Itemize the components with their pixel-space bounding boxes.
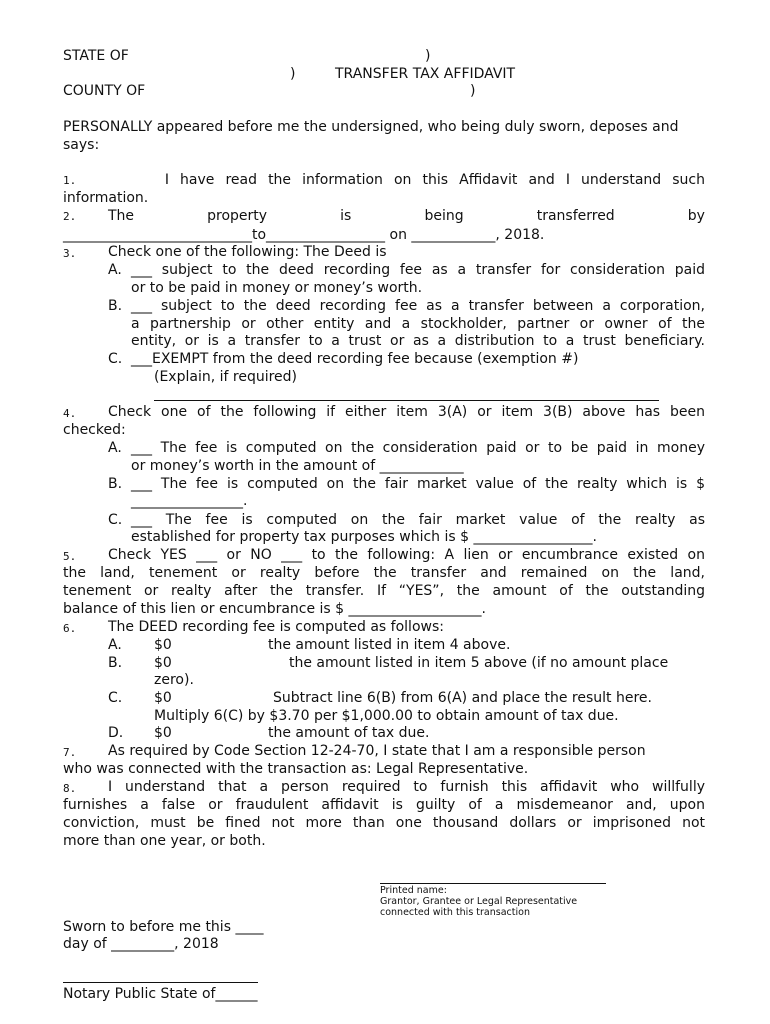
item-6b-desc: the amount listed in item 5 above (if no amount place bbox=[289, 655, 669, 671]
item-4a-line1: ___ The fee is computed on the consideration paid or to be paid in money bbox=[131, 440, 705, 456]
item-2-line: The property is being transferred by bbox=[108, 208, 705, 224]
header-paren: ) bbox=[290, 66, 296, 82]
item-5-number: 5. bbox=[63, 550, 77, 563]
item-3a-line2: or to be paid in money or money’s worth. bbox=[131, 280, 423, 296]
item-6c-amount: $0 bbox=[154, 690, 172, 706]
item-6d-amount: $0 bbox=[154, 725, 172, 741]
item-6b-amount: $0 bbox=[154, 655, 172, 671]
item-3b-line3: entity, or is a transfer to a trust or as a distribution to a trust beneficiary. bbox=[131, 333, 705, 349]
item-4b-label: B. bbox=[108, 476, 123, 492]
item-4-number: 4. bbox=[63, 407, 77, 420]
item-6b-label: B. bbox=[108, 655, 123, 671]
item-7-line1: As required by Code Section 12-24-70, I state that I am a responsible person bbox=[108, 743, 646, 759]
item-4-line2: checked: bbox=[63, 422, 126, 438]
item-1-cont: information. bbox=[63, 190, 149, 206]
item-6d-label: D. bbox=[108, 725, 124, 741]
item-3-text: Check one of the following: The Deed is bbox=[108, 244, 387, 260]
item-2-blanks: ___________________________to_________________ on ____________, 2018. bbox=[63, 227, 545, 243]
item-3b-line1: ___ subject to the deed recording fee as a transfer between a corporation, bbox=[131, 298, 705, 314]
notary-label: Notary Public State of______ bbox=[63, 986, 258, 1002]
item-6c-label: C. bbox=[108, 690, 123, 706]
item-4c-line1: ___ The fee is computed on the fair market value of the realty as bbox=[131, 512, 705, 528]
item-3-number: 3. bbox=[63, 247, 77, 260]
item-5-line3: tenement or realty after the transfer. If “YES”, the amount of the outstanding bbox=[63, 583, 705, 599]
item-6c-desc2: Multiply 6(C) by $3.70 per $1,000.00 to obtain amount of tax due. bbox=[154, 708, 619, 724]
item-6a-amount: $0 bbox=[154, 637, 172, 653]
item-4c-line2: established for property tax purposes which is $ _________________. bbox=[131, 529, 597, 545]
item-8-line2: furnishes a false or fraudulent affidavit is guilty of a misdemeanor and, upon bbox=[63, 797, 705, 813]
item-4c-label: C. bbox=[108, 512, 123, 528]
item-3b-label: B. bbox=[108, 298, 123, 314]
signature-line bbox=[380, 883, 606, 884]
item-8-line4: more than one year, or both. bbox=[63, 833, 266, 849]
item-5-line2: the land, tenement or realty before the transfer and remained on the land, bbox=[63, 565, 705, 581]
item-3c-line2: (Explain, if required) bbox=[154, 369, 298, 385]
item-4-line1: Check one of the following if either item 3(A) or item 3(B) above has been bbox=[108, 404, 705, 420]
item-2-number: 2. bbox=[63, 210, 77, 223]
item-7-line2: who was connected with the transaction as: Legal Representative. bbox=[63, 761, 529, 777]
item-1: 1. I have read the information on this Affidavit and I understand such bbox=[63, 172, 705, 188]
notary-signature-line bbox=[63, 982, 258, 983]
item-8-line1: I understand that a person required to furnish this affidavit who willfully bbox=[108, 779, 705, 795]
item-6-text: The DEED recording fee is computed as follows: bbox=[108, 619, 444, 635]
item-6b-desc2: zero). bbox=[154, 672, 194, 688]
header-paren: ) bbox=[425, 48, 431, 64]
item-6a-desc: the amount listed in item 4 above. bbox=[268, 637, 511, 653]
signer-role-label: Grantor, Grantee or Legal Representative bbox=[380, 896, 578, 907]
item-3c-line1: ___EXEMPT from the deed recording fee because (exemption #) bbox=[131, 351, 579, 367]
item-6-number: 6. bbox=[63, 622, 77, 635]
item-3b-line2: a partnership or other entity and a stockholder, partner or owner of the bbox=[131, 316, 705, 332]
item-5-line1: Check YES ___ or NO ___ to the following: A lien or encumbrance existed on bbox=[108, 547, 705, 563]
sworn-line-2: day of _________, 2018 bbox=[63, 936, 219, 952]
sworn-line-1: Sworn to before me this ____ bbox=[63, 919, 264, 935]
intro-paragraph: PERSONALLY appeared before me the undersigned, who being duly sworn, deposes and says: bbox=[63, 119, 679, 153]
explanation-line bbox=[154, 400, 659, 401]
item-3a-line1: ___ subject to the deed recording fee as a transfer for consideration paid bbox=[131, 262, 705, 278]
item-4b-line1: ___ The fee is computed on the fair market value of the realty which is $ bbox=[131, 476, 705, 492]
county-of-label: COUNTY OF bbox=[63, 83, 146, 99]
item-8-line3: conviction, must be fined not more than one thousand dollars or imprisoned not bbox=[63, 815, 705, 831]
printed-name-label: Printed name: bbox=[380, 885, 447, 896]
header-paren: ) bbox=[470, 83, 476, 99]
item-5-line4: balance of this lien or encumbrance is $ ___________________. bbox=[63, 601, 486, 617]
item-3a-label: A. bbox=[108, 262, 122, 278]
item-4a-line2: or money’s worth in the amount of ____________ bbox=[131, 458, 464, 474]
item-7-number: 7. bbox=[63, 746, 77, 759]
document-title: TRANSFER TAX AFFIDAVIT bbox=[335, 66, 516, 82]
item-3c-label: C. bbox=[108, 351, 123, 367]
item-4b-line2: ________________. bbox=[131, 493, 248, 509]
item-8-number: 8. bbox=[63, 782, 77, 795]
item-6a-label: A. bbox=[108, 637, 122, 653]
state-of-label: STATE OF bbox=[63, 48, 129, 64]
item-6c-desc: Subtract line 6(B) from 6(A) and place the result here. bbox=[273, 690, 652, 706]
item-4a-label: A. bbox=[108, 440, 122, 456]
signer-connection-label: connected with this transaction bbox=[380, 907, 530, 918]
item-6d-desc: the amount of tax due. bbox=[268, 725, 430, 741]
